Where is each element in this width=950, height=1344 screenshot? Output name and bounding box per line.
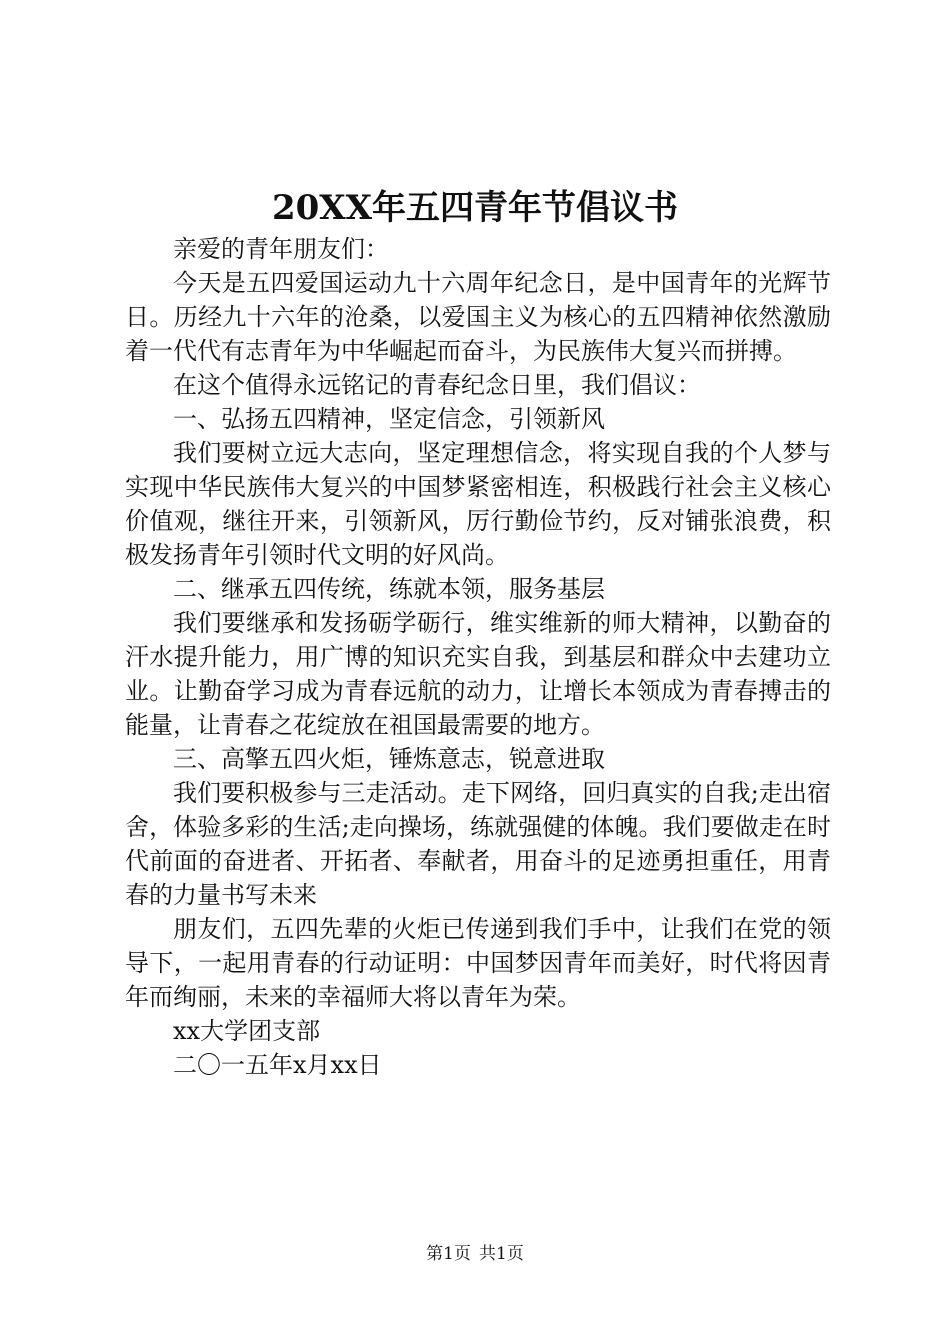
paragraph-intro: 今天是五四爱国运动九十六周年纪念日，是中国青年的光辉节日。历经九十六年的沧桑，以爱国主义为核心的五四精神依然激励着一代代有志青年为中华崛起而奋斗，为民族伟大复兴而拼搏。 (125, 269, 831, 365)
salutation: 亲爱的青年朋友们： (173, 235, 389, 263)
page-footer (0, 1242, 950, 1266)
paragraph-closing: 朋友们，五四先辈的火炬已传递到我们手中，让我们在党的领导下，一起用青春的行动证明：中国梦因青年而美好，时代将因青年而绚丽，未来的幸福师大将以青年为荣。 (125, 915, 831, 1011)
paragraph-section-2: 我们要继承和发扬砺学砺行，维实维新的师大精神，以勤奋的汗水提升能力，用广博的知识充实自我，到基层和群众中去建功立业。让勤奋学习成为青春远航的动力，让增长本领成为青春搏击的能量，让青春之花绽放在祖国最需要的地方。 (125, 609, 831, 739)
paragraph-proposal: 在这个值得永远铭记的青春纪念日里，我们倡议： (173, 371, 701, 399)
section-heading-1: 一、弘扬五四精神，坚定信念，引领新风 (173, 405, 605, 433)
page-total: 共1页 (479, 1244, 524, 1264)
page-number: 第1页 (426, 1244, 471, 1264)
section-heading-3: 三、高擎五四火炬，锤炼意志，锐意进取 (173, 745, 605, 773)
paragraph-section-3: 我们要积极参与三走活动。走下网络，回归真实的自我;走出宿舍，体验多彩的生活;走向操场，练就强健的体魄。我们要做走在时代前面的奋进者、开拓者、奉献者，用奋斗的足迹勇担重任，用青春的力量书写未来 (125, 779, 831, 909)
signature-organization: xx大学团支部 (173, 1017, 321, 1045)
paragraph-section-1: 我们要树立远大志向，坚定理想信念，将实现自我的个人梦与实现中华民族伟大复兴的中国梦紧密相连，积极践行社会主义核心价值观，继往开来，引领新风，厉行勤俭节约，反对铺张浪费，积极发扬青年引领时代文明的好风尚。 (125, 439, 831, 569)
section-heading-2: 二、继承五四传统，练就本领，服务基层 (173, 575, 605, 603)
document-title: 20XX年五四青年节倡议书 (271, 188, 679, 228)
document-body (125, 232, 831, 1082)
signature-date: 二〇一五年x月xx日 (173, 1051, 382, 1079)
